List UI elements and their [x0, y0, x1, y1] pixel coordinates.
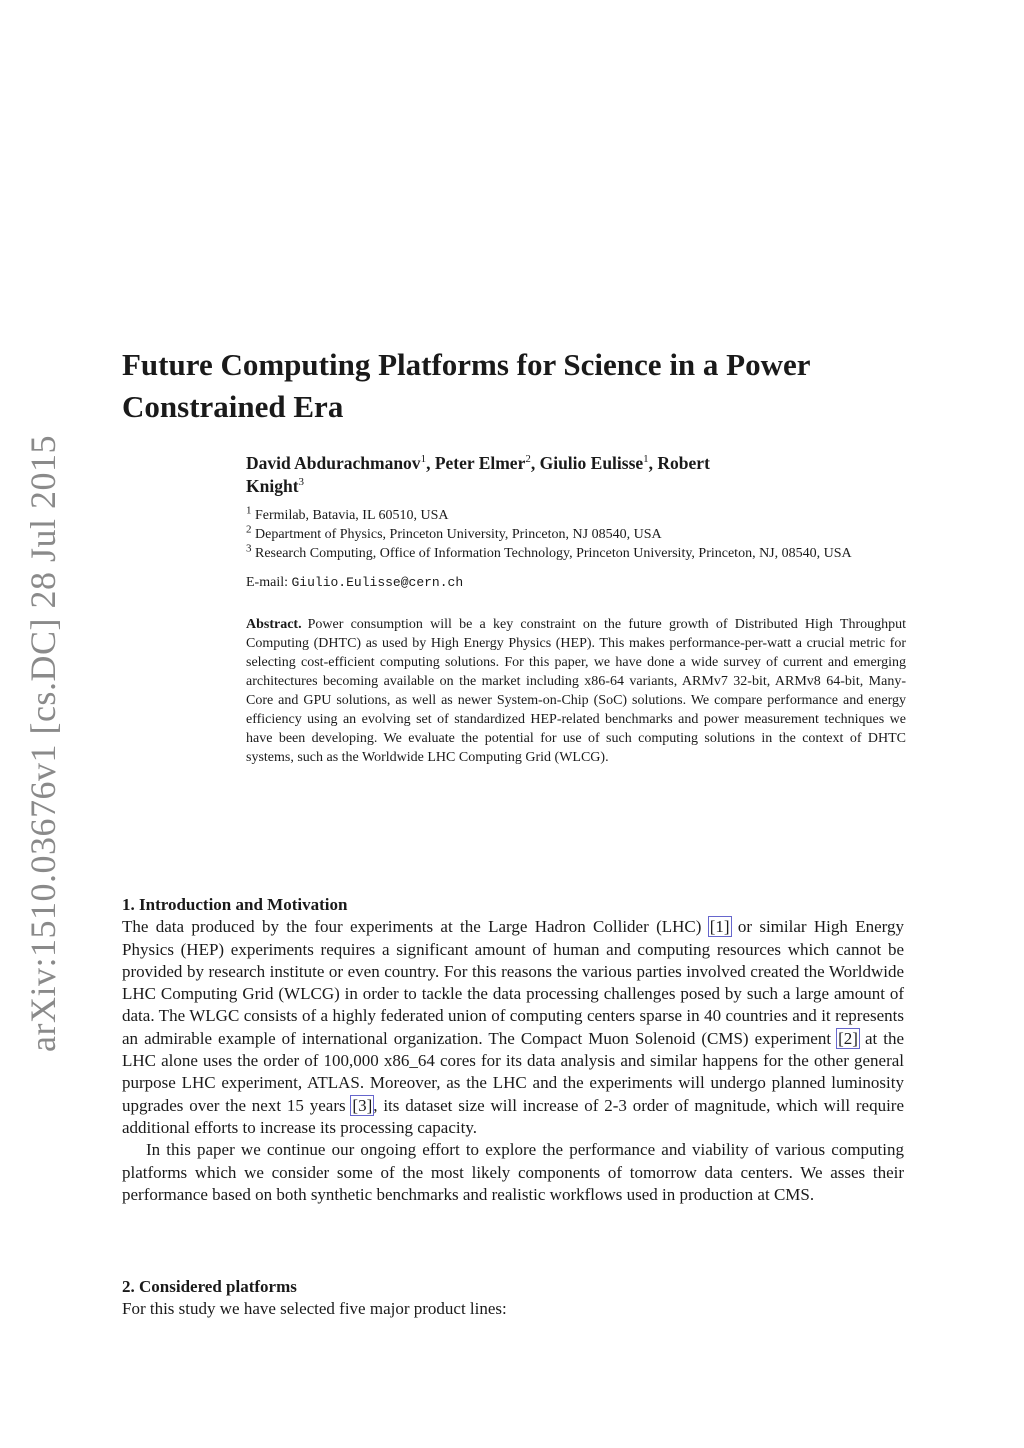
- affiliation-item: [246, 506, 906, 525]
- abstract-text: Power consumption will be a key constraint on the future growth of Distributed High Throughput Computing (DHTC) as used by High Energy Physics (HEP). This makes performance-per-watt a crucial metric for selecting cost-efficient computing solutions. For this paper, we have done a wide survey of current and emerging architectures becoming available on the market including x86-64 variants, ARMv7 32-bit, ARMv8 64-bit, Many-Core and GPU solutions, as well as newer System-on-Chip (SoC) solutions. We compare performance and energy efficiency using an evolving set of standardized HEP-related benchmarks and power measurement techniques we have been developing. We evaluate the potential for use of such computing solutions in the context of DHTC systems, such as the Worldwide LHC Computing Grid (WLCG).: [246, 617, 906, 765]
- author-name: Giulio Eulisse: [539, 453, 644, 473]
- front-matter: [246, 452, 906, 767]
- author-name: David Abdurachmanov: [246, 453, 421, 473]
- author-separator: ,: [648, 453, 658, 473]
- section-considered-platforms: [122, 1276, 904, 1321]
- author-separator: ,: [426, 453, 435, 473]
- arxiv-identifier-stamp: arXiv:1510.03676v1 [cs.DC] 28 Jul 2015: [23, 435, 63, 1052]
- author-affiliation-mark: 3: [298, 476, 305, 489]
- paper-title: [122, 344, 912, 428]
- author-list: [246, 452, 906, 498]
- paragraph: In this paper we continue our ongoing effort to explore the performance and viability of various computing platforms which we consider some of the most likely components of tomorrow data centers. We asses their performance based on both synthetic benchmarks and realistic workflows used in production at CMS.: [122, 1140, 904, 1204]
- citation-link[interactable]: [1]: [709, 917, 730, 937]
- citation-link[interactable]: [2]: [838, 1028, 858, 1048]
- author-affiliation-mark: 2: [525, 453, 531, 466]
- citation-link[interactable]: [3]: [352, 1095, 373, 1115]
- title-line-1: Future Computing Platforms for Science in a Power: [122, 347, 811, 382]
- affiliation-text: Research Computing, Office of Information Technology, Princeton University, Princeton, NJ, 08540, USA: [255, 546, 852, 561]
- affiliation-mark: 3: [246, 542, 252, 555]
- title-line-2: Constrained Era: [122, 389, 344, 424]
- affiliation-mark: 2: [246, 523, 252, 536]
- section-heading: 2. Considered platforms: [122, 1277, 297, 1296]
- paragraph: For this study we have selected five major product lines:: [122, 1299, 507, 1319]
- author-name: Robert: [657, 453, 710, 473]
- author-name: Knight: [246, 476, 299, 496]
- affiliation-item: [246, 525, 906, 544]
- author-name: Peter Elmer: [434, 453, 526, 473]
- affiliation-list: [246, 506, 906, 563]
- affiliation-item: [246, 544, 906, 563]
- author-affiliation-mark: 1: [643, 453, 649, 466]
- email-label: E-mail:: [246, 575, 288, 590]
- paragraph-text: , its dataset size will increase of 2-3 order of magnitude, which will require additional efforts to increase its processing capacity.: [122, 1095, 904, 1137]
- abstract: [246, 615, 906, 767]
- affiliation-text: Department of Physics, Princeton University, Princeton, NJ 08540, USA: [255, 527, 662, 542]
- paragraph-text: or similar High Energy Physics (HEP) experiments requires a significant amount of human and computing resources which cannot be provided by research institute or even country. For this reasons the various parties involved created the Worldwide LHC Computing Grid (WLCG) in order to tackle the data processing challenges posed by such a large amount of data. The WLGC consists of a highly federated union of computing centers sparse in 40 countries and it represents an admirable example of international organization. The Compact Muon Solenoid (CMS) experiment: [122, 917, 904, 1048]
- author-separator: ,: [530, 453, 540, 473]
- section-introduction: [122, 894, 904, 1206]
- affiliation-mark: 1: [246, 504, 252, 517]
- abstract-label: Abstract.: [246, 617, 302, 632]
- email-address-link[interactable]: Giulio.Eulisse@cern.ch: [291, 575, 464, 590]
- contact-email: [246, 575, 906, 591]
- author-affiliation-mark: 1: [420, 453, 427, 466]
- paragraph: [122, 916, 904, 1139]
- paragraph-text: at the LHC alone uses the order of 100,000 x86_64 cores for its data analysis and similar happens for the other general purpose LHC experiment, ATLAS. Moreover, as the LHC and the experiments will undergo planned luminosity upgrades over the next 15 years: [122, 1028, 904, 1115]
- section-heading: 1. Introduction and Motivation: [122, 895, 348, 914]
- paragraph-text: The data produced by the four experiments at the Large Hadron Collider (LHC): [122, 917, 709, 937]
- affiliation-text: Fermilab, Batavia, IL 60510, USA: [255, 508, 449, 523]
